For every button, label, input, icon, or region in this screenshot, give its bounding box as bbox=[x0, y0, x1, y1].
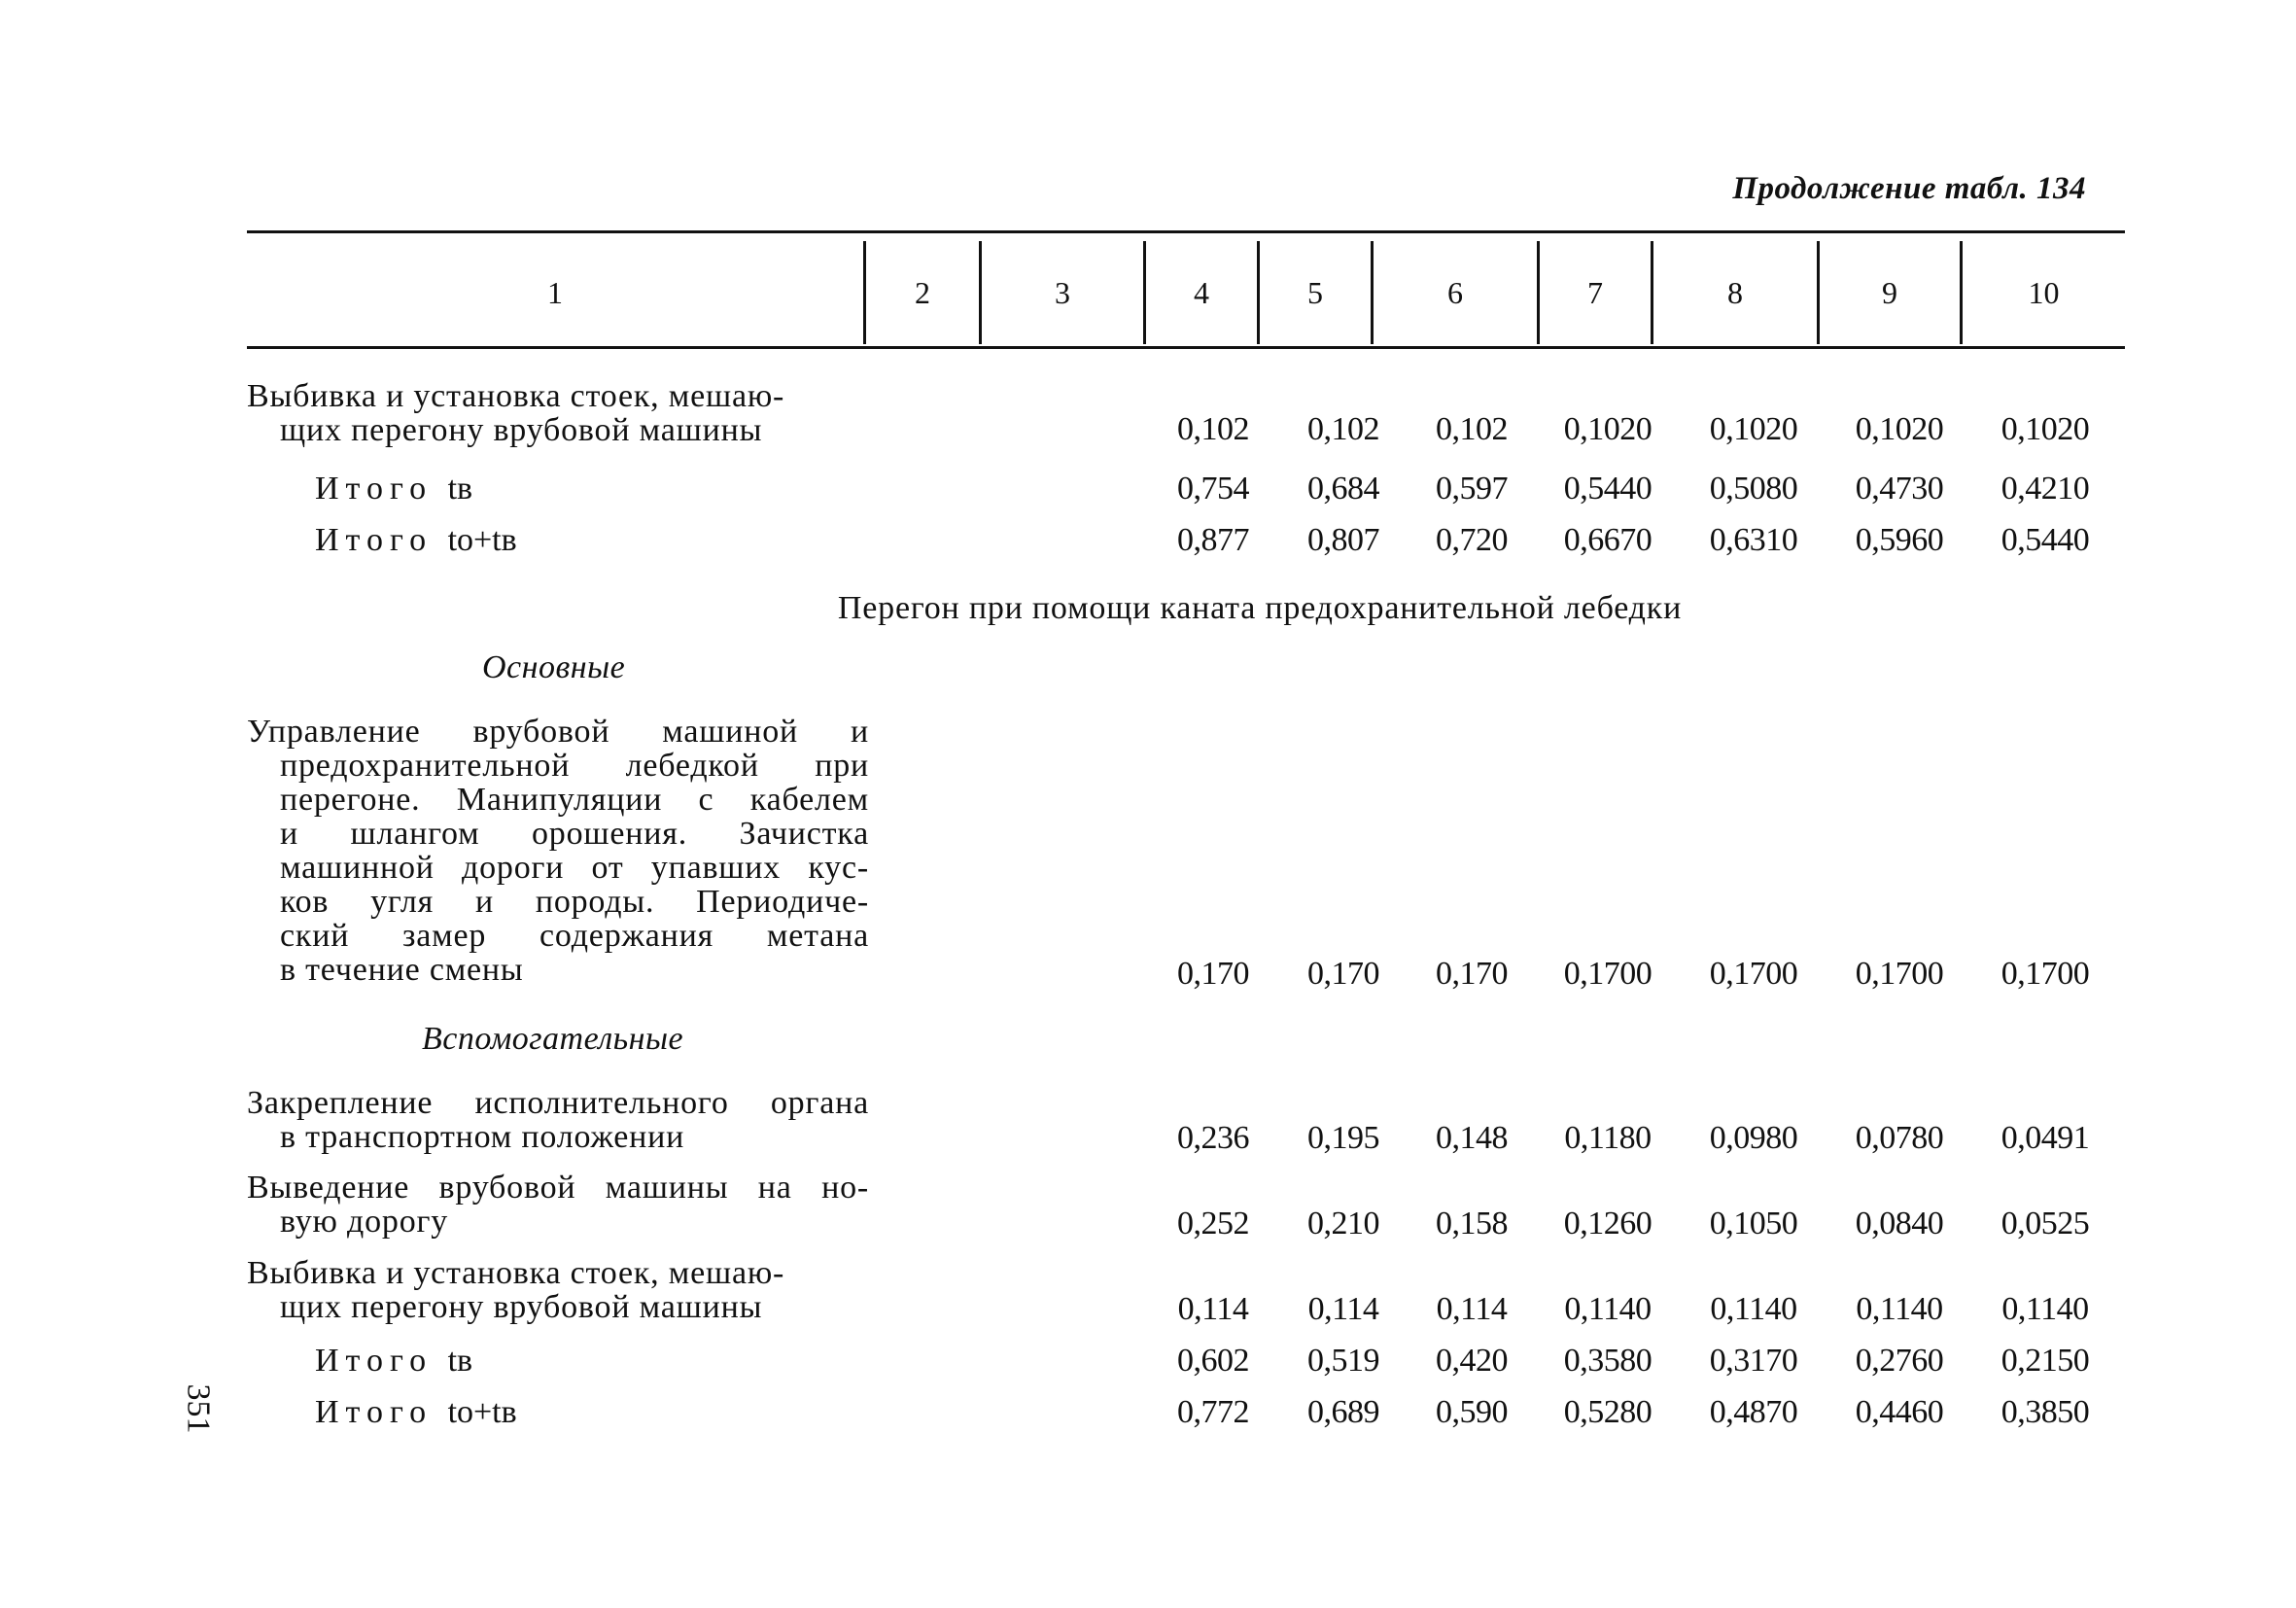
value-cell: 0,0525 bbox=[2000, 1206, 2090, 1241]
header-col-9: 9 bbox=[1882, 274, 1897, 310]
subhead-main: Основные bbox=[482, 649, 626, 685]
value-cell: 0,807 bbox=[1307, 522, 1379, 558]
header-col-6: 6 bbox=[1447, 274, 1463, 310]
value-cell: 0,4730 bbox=[1855, 471, 1944, 507]
description-line: перегоне. Манипуляции с кабелем bbox=[280, 782, 869, 818]
value-cell: 0,5080 bbox=[1709, 471, 1798, 507]
value-cell: 0,1700 bbox=[1855, 956, 1944, 992]
value-cell: 0,4210 bbox=[2000, 471, 2090, 507]
value-cell: 0,4870 bbox=[1709, 1394, 1798, 1430]
row-description bbox=[247, 1256, 869, 1324]
value-cell: 0,114 bbox=[1307, 1291, 1379, 1327]
value-cell: 0,236 bbox=[1177, 1120, 1249, 1156]
description-line: вую дорогу bbox=[280, 1204, 449, 1240]
value-cell: 0,1140 bbox=[2001, 1291, 2089, 1327]
header-col-3: 3 bbox=[1055, 274, 1070, 310]
header-col-2: 2 bbox=[915, 274, 930, 310]
value-cell: 0,1260 bbox=[1563, 1206, 1652, 1241]
header-col-7: 7 bbox=[1587, 274, 1603, 310]
value-cell: 0,1180 bbox=[1564, 1120, 1652, 1156]
value-cell: 0,1020 bbox=[1855, 411, 1944, 447]
value-cell: 0,3850 bbox=[2000, 1394, 2090, 1430]
value-cell: 0,0840 bbox=[1855, 1206, 1944, 1241]
value-cell: 0,5440 bbox=[1563, 471, 1652, 507]
value-cell: 0,1140 bbox=[1710, 1291, 1797, 1327]
description-line: щих перегону врубовой машины bbox=[280, 412, 763, 448]
page-number: 351 bbox=[180, 1383, 217, 1434]
value-cell: 0,252 bbox=[1177, 1206, 1249, 1241]
value-cell: 0,158 bbox=[1436, 1206, 1508, 1241]
table-caption: Продолжение табл. 134 bbox=[1732, 171, 2086, 206]
value-cell: 0,6310 bbox=[1709, 522, 1798, 558]
value-cell: 0,0780 bbox=[1855, 1120, 1944, 1156]
total-symbol: tо+tв bbox=[447, 522, 517, 558]
value-cell: 0,1700 bbox=[1709, 956, 1798, 992]
row-description bbox=[247, 1171, 869, 1239]
header-col-8: 8 bbox=[1727, 274, 1743, 310]
total-row-label bbox=[315, 471, 472, 507]
row-description bbox=[247, 715, 869, 987]
value-cell: 0,0491 bbox=[2000, 1120, 2090, 1156]
value-cell: 0,772 bbox=[1177, 1394, 1249, 1430]
header-col-5: 5 bbox=[1307, 274, 1323, 310]
value-cell: 0,5960 bbox=[1855, 522, 1944, 558]
value-cell: 0,1700 bbox=[2000, 956, 2090, 992]
row-description bbox=[247, 1086, 869, 1154]
value-cell: 0,519 bbox=[1307, 1343, 1379, 1379]
value-cell: 0,114 bbox=[1436, 1291, 1508, 1327]
value-cell: 0,877 bbox=[1177, 522, 1249, 558]
value-cell: 0,689 bbox=[1307, 1394, 1379, 1430]
value-cell: 0,114 bbox=[1177, 1291, 1249, 1327]
total-row-label bbox=[315, 1343, 472, 1380]
description-line: в транспортном положении bbox=[280, 1119, 685, 1155]
value-cell: 0,3580 bbox=[1563, 1343, 1652, 1379]
value-cell: 0,170 bbox=[1177, 956, 1249, 992]
total-label: Итого bbox=[315, 522, 434, 558]
value-cell: 0,1020 bbox=[1563, 411, 1652, 447]
total-label: Итого bbox=[315, 1343, 434, 1379]
value-cell: 0,420 bbox=[1436, 1343, 1508, 1379]
total-label: Итого bbox=[315, 471, 434, 507]
value-cell: 0,170 bbox=[1307, 956, 1379, 992]
description-line: машинной дороги от упавших кус- bbox=[280, 850, 869, 886]
value-cell: 0,0980 bbox=[1709, 1120, 1798, 1156]
total-symbol: tв bbox=[447, 471, 473, 507]
header-col-1: 1 bbox=[547, 274, 563, 310]
value-cell: 0,597 bbox=[1436, 471, 1508, 507]
header-col-4: 4 bbox=[1194, 274, 1209, 310]
total-row-label bbox=[315, 1394, 517, 1431]
value-cell: 0,1140 bbox=[1564, 1291, 1652, 1327]
section-title: Перегон при помощи каната предохранительной лебедки bbox=[837, 590, 1683, 626]
description-line: Закрепление исполнительного органа bbox=[247, 1085, 869, 1121]
value-cell: 0,2760 bbox=[1855, 1343, 1944, 1379]
header-bottom-rule bbox=[247, 346, 2125, 349]
total-symbol: tо+tв bbox=[447, 1394, 517, 1430]
description-line: Выбивка и установка стоек, мешаю- bbox=[247, 1255, 785, 1291]
value-cell: 0,1020 bbox=[2000, 411, 2090, 447]
value-cell: 0,102 bbox=[1436, 411, 1508, 447]
value-cell: 0,6670 bbox=[1563, 522, 1652, 558]
value-cell: 0,102 bbox=[1177, 411, 1249, 447]
subhead-aux: Вспомогательные bbox=[422, 1021, 684, 1057]
value-cell: 0,602 bbox=[1177, 1343, 1249, 1379]
value-cell: 0,720 bbox=[1436, 522, 1508, 558]
description-line: ков угля и породы. Периодиче- bbox=[280, 884, 869, 920]
description-line: Управление врубовой машиной и bbox=[247, 714, 869, 750]
value-cell: 0,4460 bbox=[1855, 1394, 1944, 1430]
value-cell: 0,5280 bbox=[1563, 1394, 1652, 1430]
header-top-rule bbox=[247, 230, 2125, 233]
row-description bbox=[247, 379, 869, 447]
value-cell: 0,195 bbox=[1307, 1120, 1379, 1156]
value-cell: 0,590 bbox=[1436, 1394, 1508, 1430]
header-col-10: 10 bbox=[2028, 274, 2060, 310]
value-cell: 0,102 bbox=[1307, 411, 1379, 447]
value-cell: 0,1050 bbox=[1709, 1206, 1798, 1241]
value-cell: 0,754 bbox=[1177, 471, 1249, 507]
value-cell: 0,1700 bbox=[1563, 956, 1652, 992]
value-cell: 0,148 bbox=[1436, 1120, 1508, 1156]
value-cell: 0,1140 bbox=[1856, 1291, 1943, 1327]
total-label: Итого bbox=[315, 1394, 434, 1430]
value-cell: 0,210 bbox=[1307, 1206, 1379, 1241]
table-header-row bbox=[247, 241, 2125, 344]
description-line: Выбивка и установка стоек, мешаю- bbox=[247, 378, 785, 414]
value-cell: 0,3170 bbox=[1709, 1343, 1798, 1379]
value-cell: 0,2150 bbox=[2000, 1343, 2090, 1379]
total-symbol: tв bbox=[447, 1343, 473, 1379]
description-line: Выведение врубовой машины на но- bbox=[247, 1170, 869, 1206]
description-line: в течение смены bbox=[280, 952, 524, 988]
value-cell: 0,5440 bbox=[2000, 522, 2090, 558]
description-line: щих перегону врубовой машины bbox=[280, 1289, 763, 1325]
total-row-label bbox=[315, 522, 517, 559]
description-line: предохранительной лебедкой при bbox=[280, 748, 869, 784]
value-cell: 0,1020 bbox=[1709, 411, 1798, 447]
description-line: и шлангом орошения. Зачистка bbox=[280, 816, 869, 852]
description-line: ский замер содержания метана bbox=[280, 918, 869, 954]
value-cell: 0,684 bbox=[1307, 471, 1379, 507]
value-cell: 0,170 bbox=[1436, 956, 1508, 992]
